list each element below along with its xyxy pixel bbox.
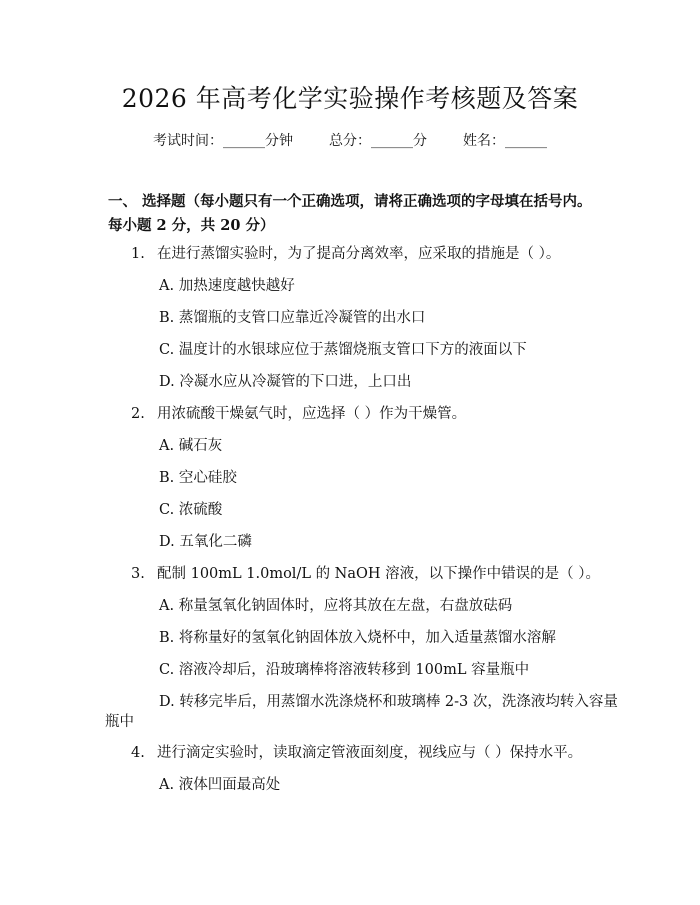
question-2: [131, 404, 466, 424]
page-title: 2026 年高考化学实验操作考核题及答案: [121, 84, 579, 113]
question-text: 进行滴定实验时，读取滴定管液面刻度，视线应与（ ）保持水平。: [157, 745, 583, 761]
option-1b: B. 蒸馏瓶的支管口应靠近冷凝管的出水口: [159, 310, 426, 326]
question-number: 4.: [131, 745, 145, 761]
question-number: 1.: [131, 246, 145, 262]
question-number: 3.: [131, 566, 145, 582]
question-text: 配制 100mL 1.0mol/L 的 NaOH 溶液，以下操作中错误的是（ ）。: [157, 566, 601, 582]
option-3c: C. 溶液冷却后，沿玻璃棒将溶液转移到 100mL 容量瓶中: [159, 662, 530, 678]
exam-meta: [0, 131, 700, 151]
question-number: 2.: [131, 406, 145, 422]
exam-time: 考试时间：______分钟: [153, 133, 293, 149]
option-2b: B. 空心硅胶: [159, 470, 237, 486]
option-1d: D. 冷凝水应从冷凝管的下口进，上口出: [159, 374, 412, 390]
option-3d-continuation: 瓶中: [105, 714, 134, 730]
option-1c: C. 温度计的水银球应位于蒸馏烧瓶支管口下方的液面以下: [159, 342, 527, 358]
total-score: 总分：______分: [329, 133, 427, 149]
question-1: [131, 244, 560, 264]
option-3d: D. 转移完毕后，用蒸馏水洗涤烧杯和玻璃棒 2-3 次，洗涤液均转入容量: [159, 694, 618, 710]
option-1a: A. 加热速度越快越好: [159, 278, 295, 294]
question-3: [131, 564, 600, 584]
option-3a: A. 称量氢氧化钠固体时，应将其放在左盘，右盘放砝码: [159, 598, 513, 614]
option-2c: C. 浓硫酸: [159, 502, 223, 518]
student-name: 姓名：______: [463, 133, 547, 149]
option-3b: B. 将称量好的氢氧化钠固体放入烧杯中，加入适量蒸馏水溶解: [159, 630, 556, 646]
option-4a: A. 液体凹面最高处: [159, 777, 281, 793]
question-4: [131, 743, 582, 763]
option-2d: D. 五氧化二磷: [159, 534, 252, 550]
section-heading: 一、 选择题（每小题只有一个正确选项，请将正确选项的字母填在括号内。每小题 2 分，共 20 分）: [108, 193, 592, 234]
question-text: 用浓硫酸干燥氨气时，应选择（ ）作为干燥管。: [157, 406, 467, 422]
option-2a: A. 碱石灰: [159, 438, 223, 454]
question-text: 在进行蒸馏实验时，为了提高分离效率，应采取的措施是（ ）。: [157, 246, 561, 262]
